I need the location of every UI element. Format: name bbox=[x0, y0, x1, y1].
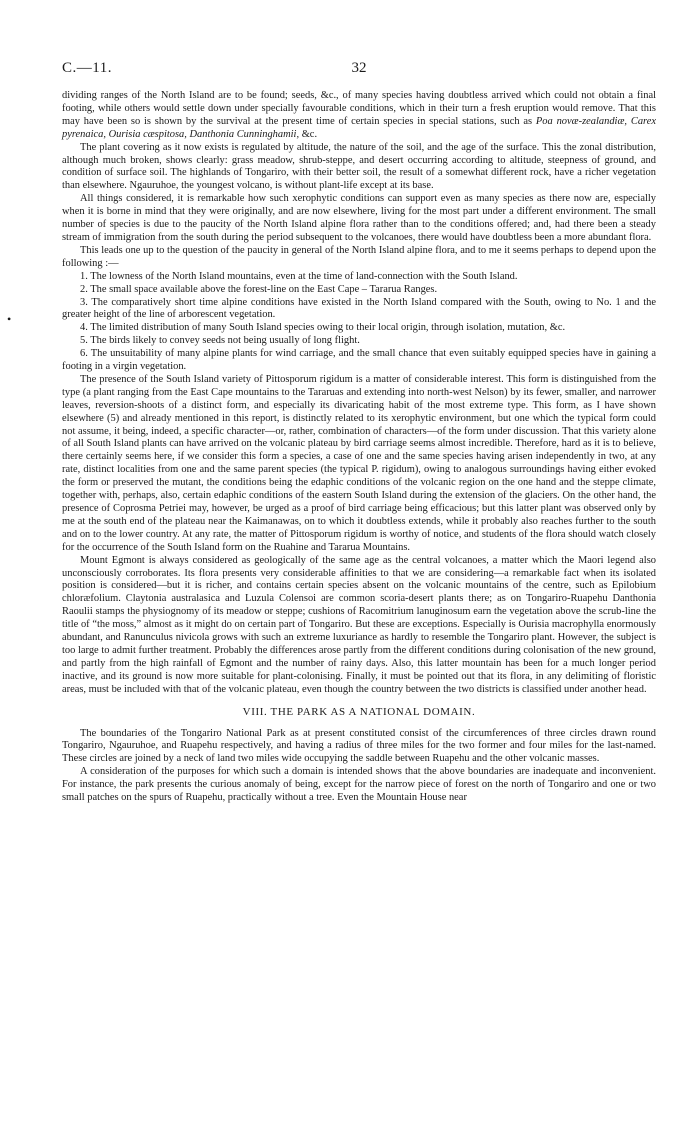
list-item: 2. The small space available above the forest-line on the East Cape – Tararua Ranges. bbox=[80, 283, 438, 295]
paragraph: A consideration of the purposes for which such a domain is intended shows that the above boundaries are inadequate and inconvenient. For instance, the park presents the curious anomaly of being, except for the narrow piece of forest on the north of Tongariro and one or two small patches on the spurs of Ruapehu, practically without a tree. Even the Mountain House near bbox=[62, 766, 656, 804]
body-text bbox=[62, 90, 656, 805]
page-header bbox=[62, 60, 656, 80]
list-item: 6. The unsuitability of many alpine plants for wind carriage, and the small chance that even suitably equipped species have in gaining a footing in a virgin vegetation. bbox=[62, 348, 656, 373]
paragraph: The presence of the South Island variety of Pittosporum rigidum is a matter of considerable interest. This form is distinguished from the type (a plant ranging from the East Cape mountains to the Tararuas and extending into north-west Nelson) by its fewer, smaller, and narrower leaves, reversion-shoots of a distinct form, and especially its divaricating habit of the most extreme type. This form, as I have shown elsewhere (5) and already mentioned in this report, is distinctly related to its xerophytic environment, but one which the typical form could not assume, it being, indeed, a specific character—or, rather, combination of characters—of the form under discussion. That this variety alone of all South Island plants can have arrived on the volcanic plateau by bird carriage seems almost incredible. Therefore, hard as it is to believe, there certainly seems here, if we consider this form a species, a case of one and the same species having arisen independently in two, at any rate, distinct localities from one and the same parent species (the typical P. rigidum), owing to analogous surroundings having either evoked the form or preserved the mutant, the conditions being the edaphic conditions of the volcanic region on the one hand and the steppe climate, together with, perhaps, also, certain edaphic conditions of the eastern South Island during the extension of the glaciers. On the other hand, the presence of Coprosma Petriei may, however, be urged as a proof of bird carriage being efficacious; but this latter plant was observed only by me at the south end of the plateau near the Kaimanawas, on to which it doubtless extends, while it probably also reaches further to the south and on to the lower country. At any rate, the matter of Pittosporum rigidum is worthy of notice, and students of the flora should watch closely for the occurrence of the South Island form on the Ruahine and Tararua Mountains. bbox=[62, 373, 656, 553]
paragraph: dividing ranges of the North Island are to be found; seeds, &c., of many species having doubtless arrived which could not obtain a final footing, while others would settle down under specially favourable conditions, which in their turn a fresh eruption would remove. That this may have been so is shown by the survival at the present time of certain species in special stations, such as Poa novæ-zealandiæ, Carex pyrenaica, Ourisia cæspitosa, Danthonia Cunninghamii, &c. bbox=[62, 90, 656, 140]
paragraph: The plant covering as it now exists is regulated by altitude, the nature of the soil, and the age of the surface. This the zonal distribution, although much broken, shows clearly: grass meadow, shrub-steppe, and desert occurring according to altitude, steepness of ground, and condition of surface soil. The highlands of Tongariro, with their better soil, the result of a somewhat different rock, have a richer vegetation than elsewhere. Ngauruhoe, the youngest volcano, is without plant-life except at its base. bbox=[62, 141, 656, 192]
paragraph: The boundaries of the Tongariro National Park as at present constituted consist of the circumferences of three circles drawn round Tongariro, Ngauruhoe, and Ruapehu respectively, and having a radius of three miles for the two former and four miles for the last-named. These circles are joined by a neck of land two miles wide occupying the saddle between Ruapehu and the other volcanic masses. bbox=[62, 727, 656, 765]
list-item: 1. The lowness of the North Island mountains, even at the time of land-connection with the South Island. bbox=[80, 270, 518, 282]
list-item: 3. The comparatively short time alpine conditions have existed in the North Island compared with the South, owing to No. 1 and the greater height of the line of arborescent vegetation. bbox=[62, 296, 656, 321]
margin-mark: • bbox=[7, 312, 12, 326]
paragraph: Mount Egmont is always considered as geologically of the same age as the central volcanoes, a matter which the Maori legend also unconsciously corroborates. Its flora presents very considerable affinities to that we are considering—a remarkable fact when its isolated position is considered—but it is richer, and contains certain species absent on the volcanic mountains of the centre, such as Epilobium chloræfolium. Claytonia australasica and Luzula Colensoi are common scoria-desert plants there; as on Tongariro-Ruapehu Danthonia Raoulii stamps the physiognomy of its meadow or steppe; cushions of Racomitrium lanuginosum earn the vegetation above the scrub-line the title of “the moss,” almost as it might do on certain part of Tongariro. But these are exceptions. Especially is Ourisia macrophylla enormously abundant, and Ranunculus nivicola grows with such an extreme luxuriance as hardly to resemble the Tongariro plant. However, the subject is too large to admit further treatment. Probably the differences arose partly from the different conditions during colonisation of the new ground, and partly from the high rainfall of Egmont and the number of rainy days. Also, this latter mountain has been for a much longer period inactive, and its ground is now more suitable for plant-colonising. Finally, it must be pointed out that its flora, in any delimiting of floristic areas, must be included with that of the volcanic plateau, even though the country between the two districts is classified under another head. bbox=[62, 554, 656, 695]
paragraph: This leads one up to the question of the paucity in general of the North Island alpine flora, and to me it seems perhaps to depend upon the following :— bbox=[62, 244, 656, 269]
list-item: 5. The birds likely to convey seeds not being usually of long flight. bbox=[80, 335, 360, 347]
paragraph: All things considered, it is remarkable how such xerophytic conditions can support even as many species as there now are, especially when it is borne in mind that they were originally, and are now elsewhere, living for the most part under a different environment. The small number of species is due to the paucity of the North Island alpine flora rather than to the conditions offered; and, had there been a steady stream of immigration from the south during the period subsequent to the volcanoes, there would have doubtless been a more abundant flora. bbox=[62, 193, 656, 243]
section-heading: VIII. THE PARK AS A NATIONAL DOMAIN. bbox=[242, 705, 476, 718]
series-number: C.—11. bbox=[62, 60, 112, 76]
page-number: 32 bbox=[351, 60, 367, 76]
list-item: 4. The limited distribution of many South Island species owing to their local origin, through isolation, mutation, &c. bbox=[80, 322, 566, 334]
